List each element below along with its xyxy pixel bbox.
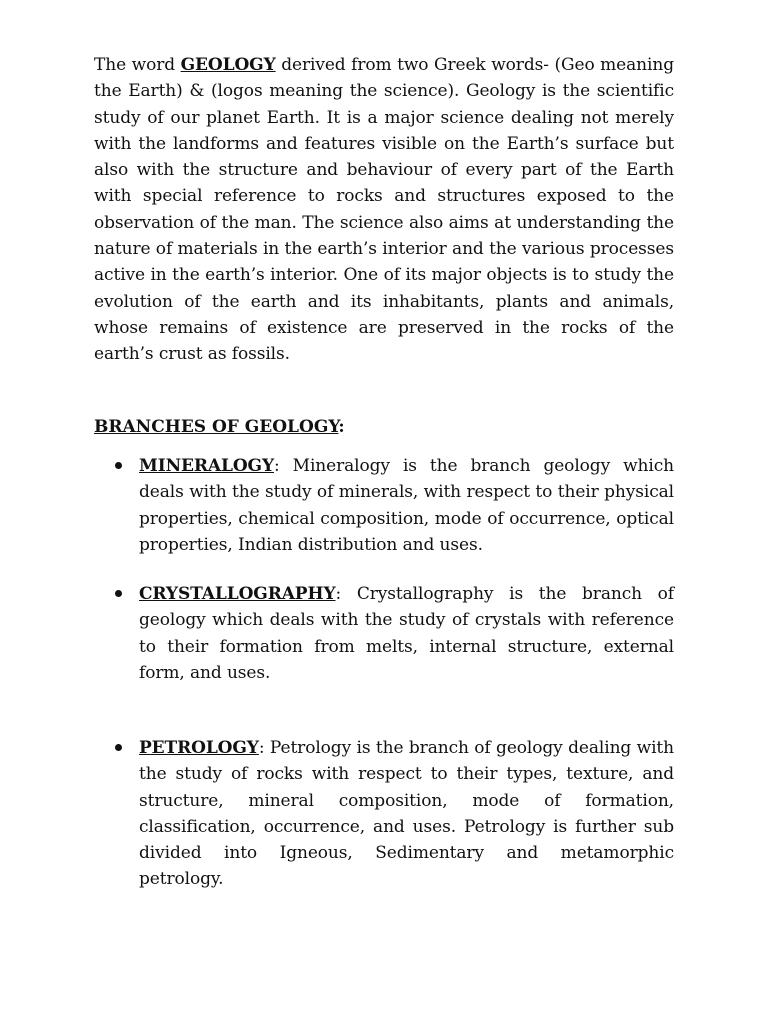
geology-term: GEOLOGY [180, 55, 276, 75]
list-item-petrology [139, 735, 674, 893]
branch-term: PETROLOGY [139, 738, 259, 758]
branch-description: : Petrology is the branch of geology dealing with the study of rocks with respect to their types, texture, and structure, mineral composition, mode of formation, classification, occurrence, and uses. Petrology is further sub divided into Igneous, Sedimentary and metamorphic petrology. [139, 738, 674, 890]
intro-text-body: derived from two Greek words- (Geo meaning the Earth) & (logos meaning the science). Geology is the scientific study of our planet Earth. It is a major science dealing not merely with the landforms and features visible on the Earth’s surface but also with the structure and behaviour of every part of the Earth with special reference to rocks and structures exposed to the observation of the man. The science also aims at understanding the nature of materials in the earth’s interior and the various processes active in the earth’s interior. One of its major objects is to study the evolution of the earth and its inhabitants, plants and animals, whose remains of existence are preserved in the rocks of the earth’s crust as fossils. [94, 55, 674, 365]
branches-heading [94, 414, 345, 440]
intro-text-start: The word [94, 55, 181, 75]
branch-description: : Crystallography is the branch of geology which deals with the study of crystals with reference to their formation from melts, internal structure, external form, and uses. [139, 584, 674, 683]
branches-heading-suffix: : [338, 417, 345, 437]
branch-term: MINERALOGY [139, 456, 275, 476]
intro-paragraph [94, 52, 674, 368]
branches-heading-title: BRANCHES OF GEOLOGY [94, 417, 339, 437]
list-item-crystallography [139, 581, 674, 686]
list-item-mineralogy [139, 453, 674, 558]
bullet-icon [115, 462, 122, 469]
document-page [94, 52, 674, 890]
bullet-icon [115, 744, 122, 751]
branch-term: CRYSTALLOGRAPHY [139, 584, 336, 604]
bullet-icon [115, 590, 122, 597]
branch-description: : Mineralogy is the branch geology which deals with the study of minerals, with respect to their physical properties, chemical composition, mode of occurrence, optical properties, Indian distribution and uses. [139, 456, 674, 555]
